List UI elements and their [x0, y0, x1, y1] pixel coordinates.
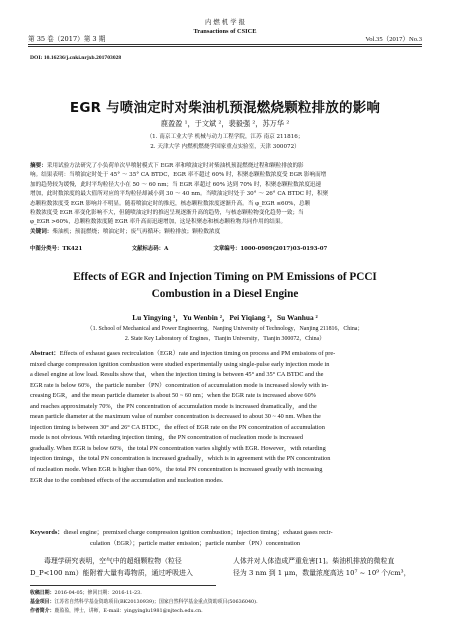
footnote-rule [30, 585, 216, 586]
body-line: 人体并对人体造成严重危害[1]。柴油机排放的微粒直 [233, 557, 395, 565]
funding: 江苏省自然科学基金资助项目(BK20130939)；国家自然科学基金重点资助项目(50636040). [54, 599, 258, 605]
received-date: 2016-04-05；修回日期：2016-11-23. [54, 590, 142, 596]
journal-name-cn: 内 燃 机 学 报 [204, 18, 246, 26]
abstract-en-line: creasing EGR，and the mean particle diameter is about 50 ~ 60 nm；when the EGR rate is increased above 60% [30, 392, 316, 400]
abstract-cn [30, 162, 422, 237]
footnote-label: 收稿日期： [30, 590, 55, 596]
journal-name-en: Transactions of CSICE [193, 28, 257, 35]
abstract-en-line: EGR due to the combined effects of the accumulation and nucleation modes. [30, 476, 224, 484]
affiliation-cn-1: （1. 南京工业大学 机械与动力工程学院，江苏 南京 211816； [146, 134, 304, 140]
body-line: 径为 3 nm 到 1 μm，数量浓度高达 10⁷ ~ 10⁹ 个/cm³， [233, 568, 411, 577]
affiliations-en [0, 324, 450, 344]
abstract-cn-label: 摘要： [30, 163, 47, 169]
header-rule [28, 44, 422, 45]
body-column-left [30, 556, 216, 579]
affiliation-en-1: （1. School of Mechanical and Power Engineering，Nanjing University of Technology，Nanjing 211816，China； [86, 326, 364, 332]
footnote-label: 作者简介： [30, 608, 55, 614]
keywords-en-line: diesel engine；premixed charge compression ignition combustion；injection timing；exhaust gases recir- [63, 529, 333, 536]
abstract-cn-line: 加的趋势较为缓慢，此时平均粒径大小在 50 ～ 60 nm；当 EGR 率超过 60% 达到 70% 时，积聚态颗粒数浓度迅速 [30, 181, 322, 188]
clc-number: 中图分类号：TK421 [30, 246, 83, 252]
keywords-en [30, 528, 422, 549]
abstract-en-line: mode is not obvious. With retarding injection timing，the PN concentration of nucleation mode is increased [30, 434, 303, 442]
abstract-en-line: a diesel engine at low load. Results show that，when the injection timing is between 45° and 35° CA BTDC and the [30, 371, 324, 379]
authors-en: Lu Yingying ¹，Yu Wenbin ²，Pei Yiqiang ²，Su Wanhua ² [132, 313, 318, 322]
body-line: D_P<100 nm）能附着大量有毒物质，通过呼吸进入 [30, 568, 193, 577]
abstract-cn-line: 态颗粒数浓度受 EGR 影响并不明显。随着喷油定时的推迟，核态颗粒数浓度逐渐升高。当 φ_EGR ≤60%，总颗 [30, 200, 311, 207]
authors-cn: 鹿盈盈 ¹，于文斌 ²，裴毅强 ²，苏万华 ² [160, 119, 290, 128]
footnotes [30, 589, 422, 616]
article-number: 文章编号：1000-0909(2017)03-0193-07 [213, 246, 328, 252]
document-code: 文献标志码：A [131, 246, 169, 252]
abstract-en-line: injection timings，the total PN concentration is increased gradually，which is in agreement with the PN concentration [30, 455, 331, 463]
abstract-cn-line: 粒数浓度受 EGR 率变化影响不大，但随喷油定时的推迟呈现逐渐升高的趋势，与核态颗粒物变化趋势一致；当 [30, 210, 304, 217]
abstract-en-line: of nucleation mode. When EGR is higher than 60%，the total PN concentration is increased greatly with increasing [30, 466, 323, 474]
title-cn: EGR 与喷油定时对柴油机预混燃烧颗粒排放的影响 [69, 100, 381, 116]
title-en [0, 269, 450, 303]
abstract-en-line: Effects of exhaust gases recirculation（EGR）rate and injection timing on process and PM emissions of pre- [59, 350, 336, 357]
body-column-right [233, 556, 423, 579]
keywords-en-line: culation（EGR）；particle matter emission；particle number（PN）concentration [90, 539, 301, 547]
affiliation-cn-2: 2. 天津大学 内燃机燃烧学国家重点实验室，天津 300072） [150, 143, 300, 150]
abstract-en-line: and reaches approximately 70%，the PN concentration of accumulation mode is increased dramatically，and the [30, 402, 317, 410]
author-bio: 鹿盈盈，博士，讲师，E-mail：yingyinglu1981@njtech.edu.cn. [54, 608, 203, 614]
title-en-line: Effects of EGR and Injection Timing on PM Emissions of PCCI [73, 271, 377, 283]
classification-info [30, 244, 422, 252]
affiliations-cn [0, 133, 450, 152]
body-line: 毒理学研究表明，空气中的超细颗粒物（粒径 [44, 557, 182, 565]
keywords-en-label: Keywords： [30, 529, 64, 536]
abstract-en-label: Abstract： [30, 350, 60, 357]
keywords-cn-label: 关键词： [30, 228, 53, 235]
abstract-en-line: mixed charge compression ignition combustion were studied experimentally using single-pulse early injection mode in [30, 360, 330, 368]
abstract-en-line: EGR rate is below 60%，the particle number（PN）concentration of accumulation mode is increased slowly with in- [30, 381, 329, 389]
abstract-en-line: injection timing is between 30° and 26° CA BTDC，the effect of EGR rate on the PN concentration of accumulation [30, 423, 325, 431]
abstract-cn-line: 增加，此时数浓度的最大值所对应的平均粒径却减小到 30 ～ 40 nm。当喷油定时处于 30° ～ 26° CA BTDC 时，积聚 [30, 191, 329, 198]
footnote-label: 基金项目： [30, 599, 55, 605]
doi: DOI: 10.16236/j.cnki.nrjxb.201703028 [30, 55, 122, 61]
running-header-volume-en: Vol.35（2017）No.3 [365, 36, 422, 43]
keywords-cn: 柴油机；预混燃烧；喷油定时；废气再循环；颗粒排放；颗粒数浓度 [52, 228, 221, 235]
abstract-en [30, 349, 422, 486]
abstract-en-line: gradually. When EGR is below 60%，the total PN concentration varies slightly with EGR. However，with retarding [30, 444, 326, 452]
abstract-cn-line: φ_EGR >60%，总颗粒数浓度随 EGR 率升高而迅速增加，这是积聚态和核态颗粒物共同作用的结果。 [30, 219, 287, 226]
header-rule-2 [28, 46, 422, 47]
abstract-en-line: mean particle diameter at the maximum value of number concentration is decreased to about 30 ~ 40 nm. When the [30, 413, 321, 421]
abstract-cn-line: 响。结果表明：当喷油定时处于 45° ～ 35° CA BTDC，EGR 率不超过 60% 时，积聚态颗粒数浓度受 EGR 影响而增 [30, 172, 327, 179]
title-en-line: Combustion in a Diesel Engine [151, 288, 299, 300]
affiliation-en-2: 2. State Key Laboratory of Engines，Tianjin University，Tianjin 300072，China） [124, 336, 326, 342]
abstract-cn-line: 采用试验方法研究了小负荷单次早喷射模式下 EGR 率和喷油定时对柴油机预混燃烧过程和颗粒排放的影 [46, 163, 304, 169]
running-header-volume: 第 35 卷（2017）第 3 期 [28, 35, 106, 43]
